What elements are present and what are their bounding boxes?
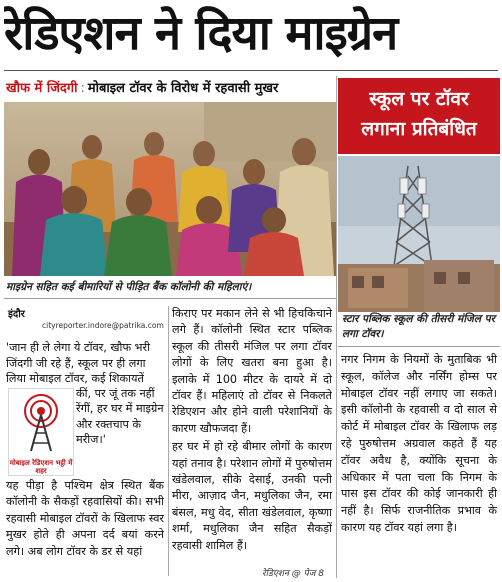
tower-photo-caption: स्टार पब्लिक स्कूल की तीसरी मंजिल पर लगा टॉवर। — [342, 313, 495, 340]
main-photo — [4, 102, 336, 276]
headline-divider — [4, 70, 498, 71]
kicker-separator: : — [80, 81, 85, 96]
pullquote-continued: कीं, पर जूं तक नहीं रेंगीं, हर घर में माइग्रेन और रक्तचाप के मरीज।' — [76, 387, 164, 447]
headline: रेडिएशन ने दिया माइग्रेन — [4, 6, 398, 61]
pullquote: 'जान ही ले लेगा ये टॉवर, खौफ भरी जिंदगी जी रहे हैं, स्कूल पर ही लगा लिया मोबाइल टॉवर, कई शिकायतें — [6, 341, 150, 385]
sidebar-banner — [338, 78, 500, 154]
article-col1: यह पीड़ा है पश्चिम क्षेत्र स्थित बैंक कॉलोनी के सैकड़ों रहवासियों की। सभी रहवासी मोबाइल टॉवरों के खिलाफ स्वर मुखर होते ही अपना दर्द बयां करने लगे। अब लोग टॉवर के डर से यहां — [6, 479, 164, 558]
column-divider — [168, 306, 169, 576]
logo-text: मोबाइल रेडिएशन भट्ठी में शहर — [9, 459, 73, 475]
radiation-icon — [9, 389, 73, 457]
article-col2-p1: किराए पर मकान लेने से भी हिचकिचाने लगे हैं। कॉलोनी स्थित स्टार पब्लिक स्कूल की तीसरी मंजिल पर लगा टॉवर लोगों के लिए खतरा बना हुआ है। इलाके में 100 मीटर के दायरे में दो टॉवर हैं। महिलाएं तो टॉवर से निकलते रेडिएशन और होने वाली परेशानियों के कारण खौफजदा हैं। — [172, 307, 332, 435]
main-photo-caption: माइग्रेन सहित कई बीमारियों से पीड़ित बैंक कॉलोनी की महिलाएं। — [6, 281, 252, 293]
kicker — [6, 78, 334, 100]
reporter-email: cityreporter.indore@patrika.com — [42, 321, 164, 330]
kicker-text: मोबाइल टॉवर के विरोध में रहवासी मुखर — [87, 81, 279, 96]
kicker-label: खौफ में जिंदगी — [6, 81, 78, 96]
article-col2-p2: हर घर में हो रहे बीमार लोगों के कारण यहां तनाव है। परेशान लोगों में पुरुषोत्तम खंडेलवाल, सीके देसाई, उनकी पत्नी मीरा, आज़ाद जैन, मधुलिका जैन, रमा बंसल, मधु वेद, सीता खंडेलवाल, कृष्णा शर्मा, मधुलिका जैन सहित सैकड़ों रहवासी शामिल हैं। — [172, 440, 332, 552]
caption-divider — [4, 298, 336, 299]
dateline: इंदौर — [8, 309, 25, 320]
sidebar-banner-line2: लगाना प्रतिबंधित — [361, 118, 477, 140]
sidebar-body: नगर निगम के नियमों के मुताबिक भी स्कूल, कॉलेज और नर्सिंग होम्स पर मोबाइल टॉवर नहीं लगाए जा सकते। इसी कॉलोनी के रहवासी व दो साल से कोर्ट में मोबाइल टॉवर के खिलाफ लड़ रहे पुरुषोत्तम अग्रवाल कहते हैं यह टॉवर अवैध है, क्योंकि सूचना के अधिकार में पता चला कि निगम के पास इस टॉवर की कोई जानकारी ही नहीं है। सिर्फ राजनीतिक प्रभाव के कारण यह टॉवर यहां लगा है। — [341, 353, 497, 534]
radiation-logo — [8, 388, 74, 476]
jump-reference: रेडिएशन @ पेज 8 — [262, 569, 325, 579]
sidebar-divider — [336, 76, 337, 578]
article-col2 — [172, 306, 332, 562]
sidebar-banner-line1: स्कूल पर टॉवर — [369, 88, 469, 110]
tower-photo — [338, 156, 500, 312]
sidebar-caption-divider — [338, 346, 500, 347]
